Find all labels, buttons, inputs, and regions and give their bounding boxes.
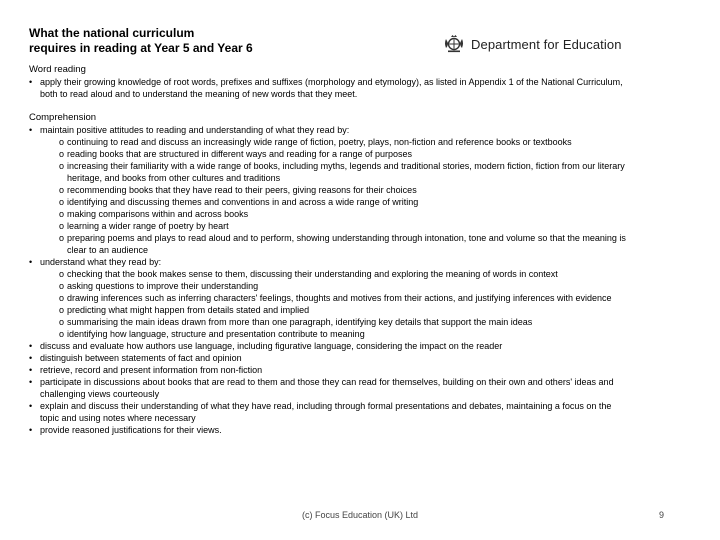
item-text: increasing their familiarity with a wide range of books, including myths, legends and traditional stories, modern fiction, fiction from our literary heritage, and books from other cultures and traditions bbox=[67, 161, 625, 183]
sub-bullet-marker: o bbox=[59, 329, 65, 339]
royal-crest-icon bbox=[443, 34, 465, 54]
sub-bullet-item bbox=[29, 220, 629, 232]
item-text: identifying and discussing themes and conventions in and across a wide range of writing bbox=[67, 197, 419, 207]
item-text: participate in discussions about books that are read to them and those they can read for themselves, building on their own and others' ideas and challenging views courteously bbox=[40, 377, 614, 399]
sub-bullet-item bbox=[29, 316, 629, 328]
sub-bullet-marker: o bbox=[59, 293, 65, 303]
bullet-item bbox=[29, 76, 629, 100]
dfe-logo bbox=[443, 34, 622, 54]
sub-bullet-marker: o bbox=[59, 221, 65, 231]
sub-bullet-item bbox=[29, 304, 629, 316]
item-text: maintain positive attitudes to reading and understanding of what they read by: bbox=[40, 125, 350, 135]
sub-bullet-item bbox=[29, 160, 629, 184]
bullet-marker: • bbox=[29, 77, 33, 87]
sub-bullet-marker: o bbox=[59, 281, 65, 291]
item-text: asking questions to improve their understanding bbox=[67, 281, 259, 291]
sub-bullet-item bbox=[29, 184, 629, 196]
bullet-item bbox=[29, 124, 629, 136]
sub-bullet-marker: o bbox=[59, 209, 65, 219]
bullet-marker: • bbox=[29, 257, 33, 267]
item-text: drawing inferences such as inferring characters' feelings, thoughts and motives from their actions, and justifying inferences with evidence bbox=[67, 293, 612, 303]
sub-bullet-item bbox=[29, 328, 629, 340]
sub-bullet-marker: o bbox=[59, 149, 65, 159]
item-text: identifying how language, structure and presentation contribute to meaning bbox=[67, 329, 365, 339]
item-text: learning a wider range of poetry by heart bbox=[67, 221, 229, 231]
sub-bullet-marker: o bbox=[59, 197, 65, 207]
bullet-item bbox=[29, 424, 629, 436]
sub-bullet-item bbox=[29, 292, 629, 304]
bullet-item bbox=[29, 256, 629, 268]
section-gap bbox=[29, 100, 629, 112]
item-text: making comparisons within and across books bbox=[67, 209, 249, 219]
sub-bullet-item bbox=[29, 136, 629, 148]
bullet-item bbox=[29, 364, 629, 376]
sub-bullet-item bbox=[29, 268, 629, 280]
bullet-marker: • bbox=[29, 341, 33, 351]
sub-bullet-item bbox=[29, 196, 629, 208]
sub-bullet-marker: o bbox=[59, 161, 65, 171]
item-text: distinguish between statements of fact and opinion bbox=[40, 353, 242, 363]
comprehension-heading: Comprehension bbox=[29, 112, 97, 123]
item-text: apply their growing knowledge of root words, prefixes and suffixes (morphology and etymology), as listed in Appendix 1 of the National Curriculum, both to read aloud and to understand the meaning of new words that they meet. bbox=[40, 77, 623, 99]
bullet-item bbox=[29, 376, 629, 400]
item-text: discuss and evaluate how authors use language, including figurative language, considering the impact on the reader bbox=[40, 341, 503, 351]
sub-bullet-item bbox=[29, 208, 629, 220]
item-text: checking that the book makes sense to them, discussing their understanding and exploring the meaning of words in context bbox=[67, 269, 558, 279]
sub-bullet-marker: o bbox=[59, 305, 65, 315]
item-text: predicting what might happen from details stated and implied bbox=[67, 305, 310, 315]
item-text: preparing poems and plays to read aloud and to perform, showing understanding through intonation, tone and volume so that the meaning is clear to an audience bbox=[67, 233, 626, 255]
sub-bullet-item bbox=[29, 232, 629, 256]
item-text: recommending books that they have read to their peers, giving reasons for their choices bbox=[67, 185, 417, 195]
item-text: explain and discuss their understanding of what they have read, including through formal presentations and debates, maintaining a focus on the topic and using notes where necessary bbox=[40, 401, 612, 423]
page-number: 9 bbox=[658, 510, 664, 520]
item-text: retrieve, record and present information from non-fiction bbox=[40, 365, 263, 375]
comprehension-list bbox=[29, 124, 629, 436]
sub-bullet-marker: o bbox=[59, 137, 65, 147]
item-text: provide reasoned justifications for their views. bbox=[40, 425, 222, 435]
bullet-marker: • bbox=[29, 353, 33, 363]
sub-bullet-item bbox=[29, 148, 629, 160]
sub-bullet-marker: o bbox=[59, 317, 65, 327]
title-line-2: requires in reading at Year 5 and Year 6 bbox=[29, 40, 253, 55]
sub-bullet-marker: o bbox=[59, 269, 65, 279]
sub-bullet-marker: o bbox=[59, 233, 65, 243]
page-title bbox=[29, 26, 253, 55]
main-content bbox=[29, 64, 629, 436]
item-text: understand what they read by: bbox=[40, 257, 162, 267]
item-text: continuing to read and discuss an increasingly wide range of fiction, poetry, plays, non-fiction and reference books or textbooks bbox=[67, 137, 572, 147]
item-text: summarising the main ideas drawn from more than one paragraph, identifying key details that support the main ideas bbox=[67, 317, 533, 327]
bullet-item bbox=[29, 340, 629, 352]
word-reading-list bbox=[29, 76, 629, 100]
bullet-marker: • bbox=[29, 425, 33, 435]
word-reading-heading: Word reading bbox=[29, 64, 86, 75]
sub-bullet-marker: o bbox=[59, 185, 65, 195]
bullet-marker: • bbox=[29, 125, 33, 135]
logo-text: Department for Education bbox=[471, 36, 622, 52]
title-line-1: What the national curriculum bbox=[29, 26, 195, 40]
bullet-item bbox=[29, 352, 629, 364]
bullet-marker: • bbox=[29, 377, 33, 387]
footer-copyright: (c) Focus Education (UK) Ltd bbox=[301, 510, 419, 520]
sub-bullet-item bbox=[29, 280, 629, 292]
item-text: reading books that are structured in different ways and reading for a range of purposes bbox=[67, 149, 413, 159]
bullet-item bbox=[29, 400, 629, 424]
bullet-marker: • bbox=[29, 401, 33, 411]
bullet-marker: • bbox=[29, 365, 33, 375]
